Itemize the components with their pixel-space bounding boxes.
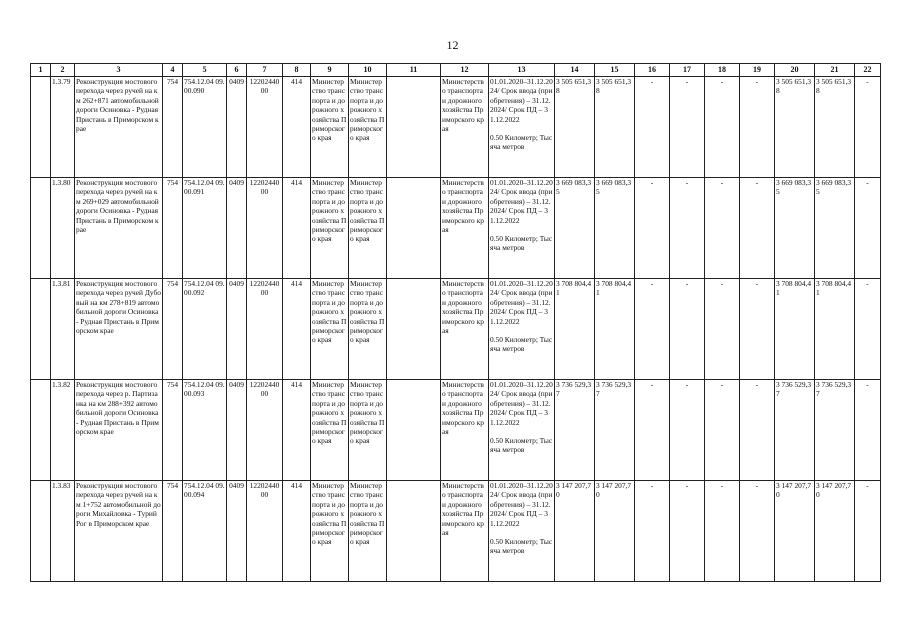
- column-number-17: 17: [670, 64, 705, 77]
- column-number-13: 13: [489, 64, 555, 77]
- target-article-code-cell: 1220244000: [247, 178, 283, 279]
- table-body: [31, 77, 881, 582]
- grbs-code-cell: 754: [163, 481, 183, 582]
- customer-cell: Министерство транспорта и дорожного хозяйства Приморского края: [441, 380, 489, 481]
- column-18-cell: -: [705, 178, 740, 279]
- column-number-12: 12: [441, 64, 489, 77]
- cost-total-cell: 3 505 651,38: [595, 77, 635, 178]
- column-number-10: 10: [349, 64, 387, 77]
- capacity-text: 0.50 Километр; Тысяча метров: [490, 133, 553, 152]
- column-18-cell: -: [705, 481, 740, 582]
- object-name-cell: Реконструкция мостового перехода через ручей на км 262+871 автомобильной дороги Осиновка - Рудная Пристань в Приморском крае: [75, 77, 163, 178]
- implementation-period-cell: [489, 77, 555, 178]
- period-text: 01.01.2020–31.12.2024/ Срок ввода (приобретения) – 31.12.2024/ Срок ПД – 31.12.2022: [490, 279, 553, 326]
- amount-2024-cell: 3 147 207,70: [775, 481, 815, 582]
- grbs-code-cell: 754: [163, 279, 183, 380]
- expense-type-code-cell: 414: [283, 279, 311, 380]
- period-text: 01.01.2020–31.12.2024/ Срок ввода (приобретения) – 31.12.2024/ Срок ПД – 31.12.2022: [490, 77, 553, 124]
- column-1-cell: [31, 178, 51, 279]
- column-1-cell: [31, 481, 51, 582]
- column-number-3: 3: [75, 64, 163, 77]
- period-text: 01.01.2020–31.12.2024/ Срок ввода (приобретения) – 31.12.2024/ Срок ПД – 31.12.2022: [490, 380, 553, 427]
- section-code-cell: 0409: [227, 481, 247, 582]
- column-16-cell: -: [635, 77, 670, 178]
- responsible-executor-cell: Министерство транспорта и дорожного хозяйства Приморского края: [311, 178, 349, 279]
- column-number-row: [31, 64, 881, 77]
- period-text: 01.01.2020–31.12.2024/ Срок ввода (приобретения) – 31.12.2024/ Срок ПД – 31.12.2022: [490, 178, 553, 225]
- implementation-period-cell: [489, 279, 555, 380]
- budget-recipient-cell: Министерство транспорта и дорожного хозяйства Приморского края: [349, 77, 387, 178]
- amount-total-cell: 3 708 804,41: [815, 279, 855, 380]
- column-11-cell: [387, 178, 441, 279]
- responsible-executor-cell: Министерство транспорта и дорожного хозяйства Приморского края: [311, 481, 349, 582]
- expense-type-code-cell: 414: [283, 178, 311, 279]
- amount-2024-cell: 3 505 651,38: [775, 77, 815, 178]
- estimated-cost-cell: 3 736 529,37: [555, 380, 595, 481]
- amount-2024-cell: 3 708 804,41: [775, 279, 815, 380]
- column-22-cell: -: [855, 77, 881, 178]
- implementation-period-cell: [489, 481, 555, 582]
- column-17-cell: -: [670, 77, 705, 178]
- estimated-cost-cell: 3 505 651,38: [555, 77, 595, 178]
- object-code-cell: 754.12.04 09.00.094: [183, 481, 227, 582]
- column-22-cell: -: [855, 279, 881, 380]
- column-17-cell: -: [670, 481, 705, 582]
- column-16-cell: -: [635, 481, 670, 582]
- column-number-8: 8: [283, 64, 311, 77]
- column-11-cell: [387, 77, 441, 178]
- column-number-21: 21: [815, 64, 855, 77]
- amount-total-cell: 3 736 529,37: [815, 380, 855, 481]
- budget-table: [30, 63, 881, 582]
- column-22-cell: -: [855, 178, 881, 279]
- target-article-code-cell: 1220244000: [247, 77, 283, 178]
- implementation-period-cell: [489, 178, 555, 279]
- object-name-cell: Реконструкция мостового перехода через ручей на км 269+029 автомобильной дороги Осиновка - Рудная Пристань в Приморском крае: [75, 178, 163, 279]
- row-number-cell: 1.3.80: [51, 178, 75, 279]
- column-22-cell: -: [855, 380, 881, 481]
- expense-type-code-cell: 414: [283, 380, 311, 481]
- capacity-text: 0.50 Километр; Тысяча метров: [490, 436, 553, 455]
- column-22-cell: -: [855, 481, 881, 582]
- responsible-executor-cell: Министерство транспорта и дорожного хозяйства Приморского края: [311, 77, 349, 178]
- column-number-18: 18: [705, 64, 740, 77]
- cost-total-cell: 3 147 207,70: [595, 481, 635, 582]
- section-code-cell: 0409: [227, 380, 247, 481]
- column-number-4: 4: [163, 64, 183, 77]
- target-article-code-cell: 1220244000: [247, 279, 283, 380]
- column-number-1: 1: [31, 64, 51, 77]
- column-number-7: 7: [247, 64, 283, 77]
- row-number-cell: 1.3.83: [51, 481, 75, 582]
- column-11-cell: [387, 380, 441, 481]
- column-19-cell: -: [740, 279, 775, 380]
- customer-cell: Министерство транспорта и дорожного хозяйства Приморского края: [441, 481, 489, 582]
- column-17-cell: -: [670, 380, 705, 481]
- cost-total-cell: 3 669 083,35: [595, 178, 635, 279]
- grbs-code-cell: 754: [163, 178, 183, 279]
- column-16-cell: -: [635, 279, 670, 380]
- column-19-cell: -: [740, 77, 775, 178]
- column-number-9: 9: [311, 64, 349, 77]
- object-name-cell: Реконструкция мостового перехода через р. Партизанка на км 288+392 автомобильной дороги Осиновка - Рудная Пристань в Приморском крае: [75, 380, 163, 481]
- target-article-code-cell: 1220244000: [247, 481, 283, 582]
- object-code-cell: 754.12.04 09.00.091: [183, 178, 227, 279]
- estimated-cost-cell: 3 708 804,41: [555, 279, 595, 380]
- row-number-cell: 1.3.81: [51, 279, 75, 380]
- object-code-cell: 754.12.04 09.00.092: [183, 279, 227, 380]
- table-row: [31, 178, 881, 279]
- column-number-5: 5: [183, 64, 227, 77]
- table-row: [31, 279, 881, 380]
- column-17-cell: -: [670, 279, 705, 380]
- amount-total-cell: 3 505 651,38: [815, 77, 855, 178]
- column-1-cell: [31, 380, 51, 481]
- customer-cell: Министерство транспорта и дорожного хозяйства Приморского края: [441, 77, 489, 178]
- responsible-executor-cell: Министерство транспорта и дорожного хозяйства Приморского края: [311, 279, 349, 380]
- object-code-cell: 754.12.04 09.00.090: [183, 77, 227, 178]
- column-11-cell: [387, 279, 441, 380]
- amount-2024-cell: 3 736 529,37: [775, 380, 815, 481]
- column-number-11: 11: [387, 64, 441, 77]
- amount-total-cell: 3 669 083,35: [815, 178, 855, 279]
- section-code-cell: 0409: [227, 178, 247, 279]
- amount-total-cell: 3 147 207,70: [815, 481, 855, 582]
- column-number-15: 15: [595, 64, 635, 77]
- column-18-cell: -: [705, 279, 740, 380]
- amount-2024-cell: 3 669 083,35: [775, 178, 815, 279]
- row-number-cell: 1.3.79: [51, 77, 75, 178]
- budget-recipient-cell: Министерство транспорта и дорожного хозяйства Приморского края: [349, 279, 387, 380]
- cost-total-cell: 3 708 804,41: [595, 279, 635, 380]
- cost-total-cell: 3 736 529,37: [595, 380, 635, 481]
- section-code-cell: 0409: [227, 279, 247, 380]
- column-number-2: 2: [51, 64, 75, 77]
- column-16-cell: -: [635, 380, 670, 481]
- column-number-6: 6: [227, 64, 247, 77]
- capacity-text: 0.50 Километр; Тысяча метров: [490, 234, 553, 253]
- customer-cell: Министерство транспорта и дорожного хозяйства Приморского края: [441, 279, 489, 380]
- table-row: [31, 77, 881, 178]
- responsible-executor-cell: Министерство транспорта и дорожного хозяйства Приморского края: [311, 380, 349, 481]
- customer-cell: Министерство транспорта и дорожного хозяйства Приморского края: [441, 178, 489, 279]
- column-18-cell: -: [705, 77, 740, 178]
- column-number-22: 22: [855, 64, 881, 77]
- column-number-14: 14: [555, 64, 595, 77]
- budget-recipient-cell: Министерство транспорта и дорожного хозяйства Приморского края: [349, 380, 387, 481]
- row-number-cell: 1.3.82: [51, 380, 75, 481]
- column-19-cell: -: [740, 481, 775, 582]
- object-name-cell: Реконструкция мостового перехода через ручей Дубовый на км 278+819 автомобильной дороги Осиновка - Рудная Пристань в Приморском крае: [75, 279, 163, 380]
- object-name-cell: Реконструкция мостового перехода через ручей на км 1+752 автомобильной дороги Михайловка - Турий Рог в Приморском крае: [75, 481, 163, 582]
- grbs-code-cell: 754: [163, 380, 183, 481]
- column-18-cell: -: [705, 380, 740, 481]
- estimated-cost-cell: 3 669 083,35: [555, 178, 595, 279]
- grbs-code-cell: 754: [163, 77, 183, 178]
- implementation-period-cell: [489, 380, 555, 481]
- expense-type-code-cell: 414: [283, 77, 311, 178]
- column-number-16: 16: [635, 64, 670, 77]
- column-19-cell: -: [740, 380, 775, 481]
- column-16-cell: -: [635, 178, 670, 279]
- page-number: 12: [446, 38, 459, 52]
- section-code-cell: 0409: [227, 77, 247, 178]
- period-text: 01.01.2020–31.12.2024/ Срок ввода (приобретения) – 31.12.2024/ Срок ПД – 31.12.2022: [490, 481, 553, 528]
- estimated-cost-cell: 3 147 207,70: [555, 481, 595, 582]
- target-article-code-cell: 1220244000: [247, 380, 283, 481]
- table-row: [31, 481, 881, 582]
- column-17-cell: -: [670, 178, 705, 279]
- column-number-19: 19: [740, 64, 775, 77]
- budget-recipient-cell: Министерство транспорта и дорожного хозяйства Приморского края: [349, 481, 387, 582]
- expense-type-code-cell: 414: [283, 481, 311, 582]
- column-1-cell: [31, 77, 51, 178]
- column-11-cell: [387, 481, 441, 582]
- capacity-text: 0.50 Километр; Тысяча метров: [490, 537, 553, 556]
- budget-recipient-cell: Министерство транспорта и дорожного хозяйства Приморского края: [349, 178, 387, 279]
- column-1-cell: [31, 279, 51, 380]
- column-number-20: 20: [775, 64, 815, 77]
- column-19-cell: -: [740, 178, 775, 279]
- object-code-cell: 754.12.04 09.00.093: [183, 380, 227, 481]
- capacity-text: 0.50 Километр; Тысяча метров: [490, 335, 553, 354]
- table-row: [31, 380, 881, 481]
